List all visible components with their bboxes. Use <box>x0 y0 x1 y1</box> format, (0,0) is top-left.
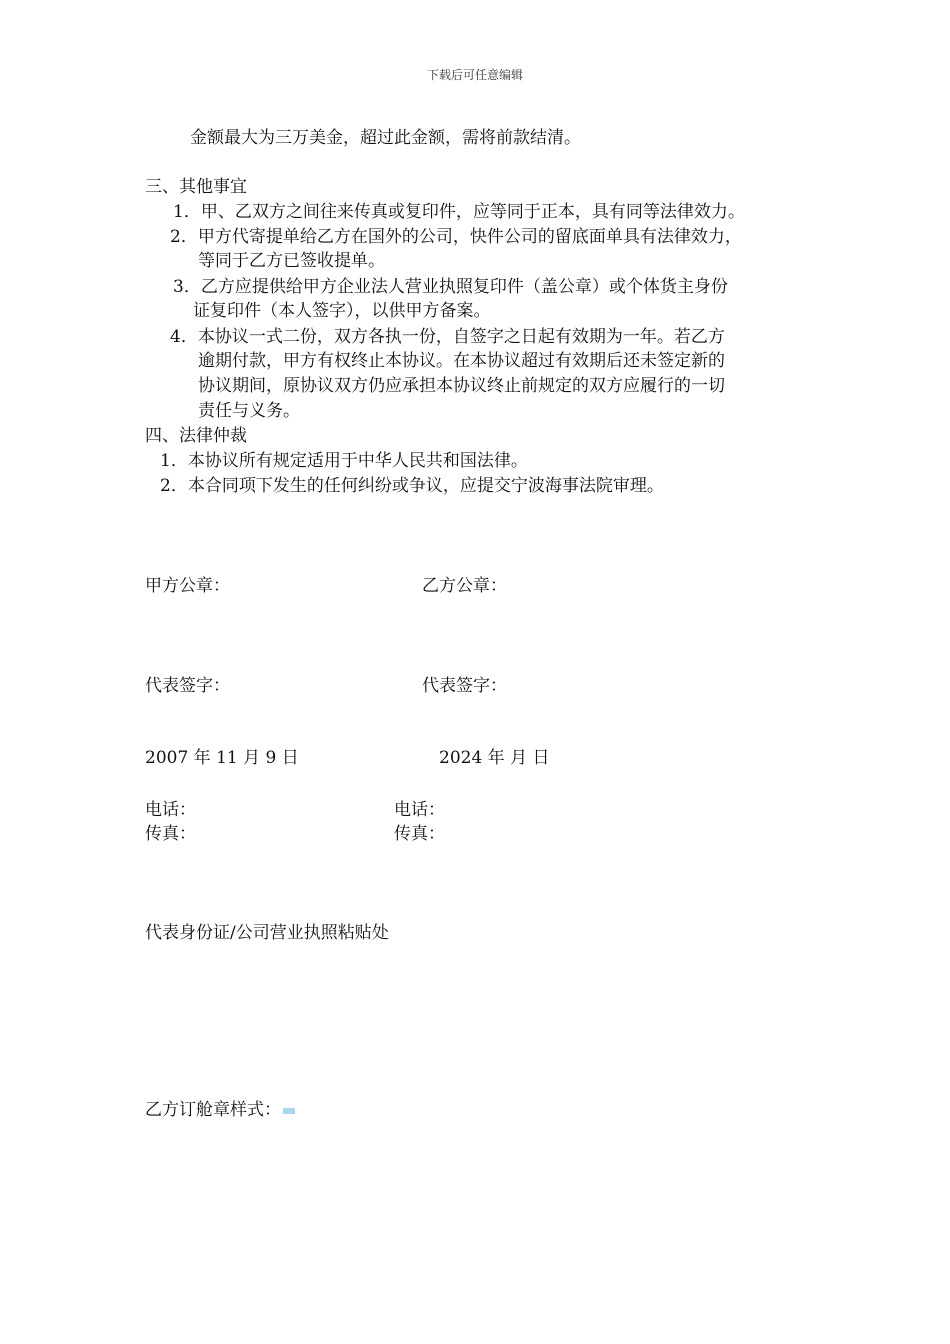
section3-item4-line3: 协议期间，原协议双方仍应承担本协议终止前规定的双方应履行的一切 <box>198 376 725 396</box>
section4-title: 四、法律仲裁 <box>145 426 247 446</box>
id-paste-area-label: 代表身份证/公司营业执照粘贴处 <box>145 923 389 943</box>
party-a-phone-label: 电话： <box>145 800 196 820</box>
section3-title: 三、其他事宜 <box>145 177 247 197</box>
section3-item2-line1: 2．甲方代寄提单给乙方在国外的公司，快件公司的留底面单具有法律效力， <box>170 227 742 247</box>
section3-item4-line1: 4．本协议一式二份，双方各执一份，自签字之日起有效期为一年。若乙方 <box>170 327 725 347</box>
page-header: 下载后可任意编辑 <box>426 68 523 82</box>
party-b-date: 2024 年 月 日 <box>439 748 550 768</box>
party-b-sign-label: 代表签字： <box>422 676 507 696</box>
stamp-image-placeholder <box>283 1108 295 1114</box>
section4-item2: 2．本合同项下发生的任何纠纷或争议，应提交宁波海事法院审理。 <box>160 476 664 496</box>
section4-item1: 1．本协议所有规定适用于中华人民共和国法律。 <box>160 451 528 471</box>
booking-stamp-label: 乙方订舱章样式： <box>145 1100 281 1120</box>
party-a-date: 2007 年 11 月 9 日 <box>145 748 299 768</box>
section3-item3-line1: 3．乙方应提供给甲方企业法人营业执照复印件（盖公章）或个体货主身份 <box>173 277 728 297</box>
intro-paragraph: 金额最大为三万美金，超过此金额，需将前款结清。 <box>190 128 581 148</box>
party-b-seal-label: 乙方公章： <box>422 576 507 596</box>
booking-stamp-row <box>145 1098 295 1122</box>
party-a-seal-label: 甲方公章： <box>145 576 230 596</box>
section3-item2-line2: 等同于乙方已签收提单。 <box>198 251 385 271</box>
section3-item1: 1．甲、乙双方之间往来传真或复印件，应等同于正本，具有同等法律效力。 <box>173 202 745 222</box>
party-b-fax-label: 传真： <box>394 824 445 844</box>
section3-item4-line4: 责任与义务。 <box>198 401 300 421</box>
party-a-sign-label: 代表签字： <box>145 676 230 696</box>
party-b-phone-label: 电话： <box>394 800 445 820</box>
section3-item4-line2: 逾期付款，甲方有权终止本协议。在本协议超过有效期后还未签定新的 <box>198 351 725 371</box>
party-a-fax-label: 传真： <box>145 824 196 844</box>
section3-item3-line2: 证复印件（本人签字），以供甲方备案。 <box>193 301 491 321</box>
